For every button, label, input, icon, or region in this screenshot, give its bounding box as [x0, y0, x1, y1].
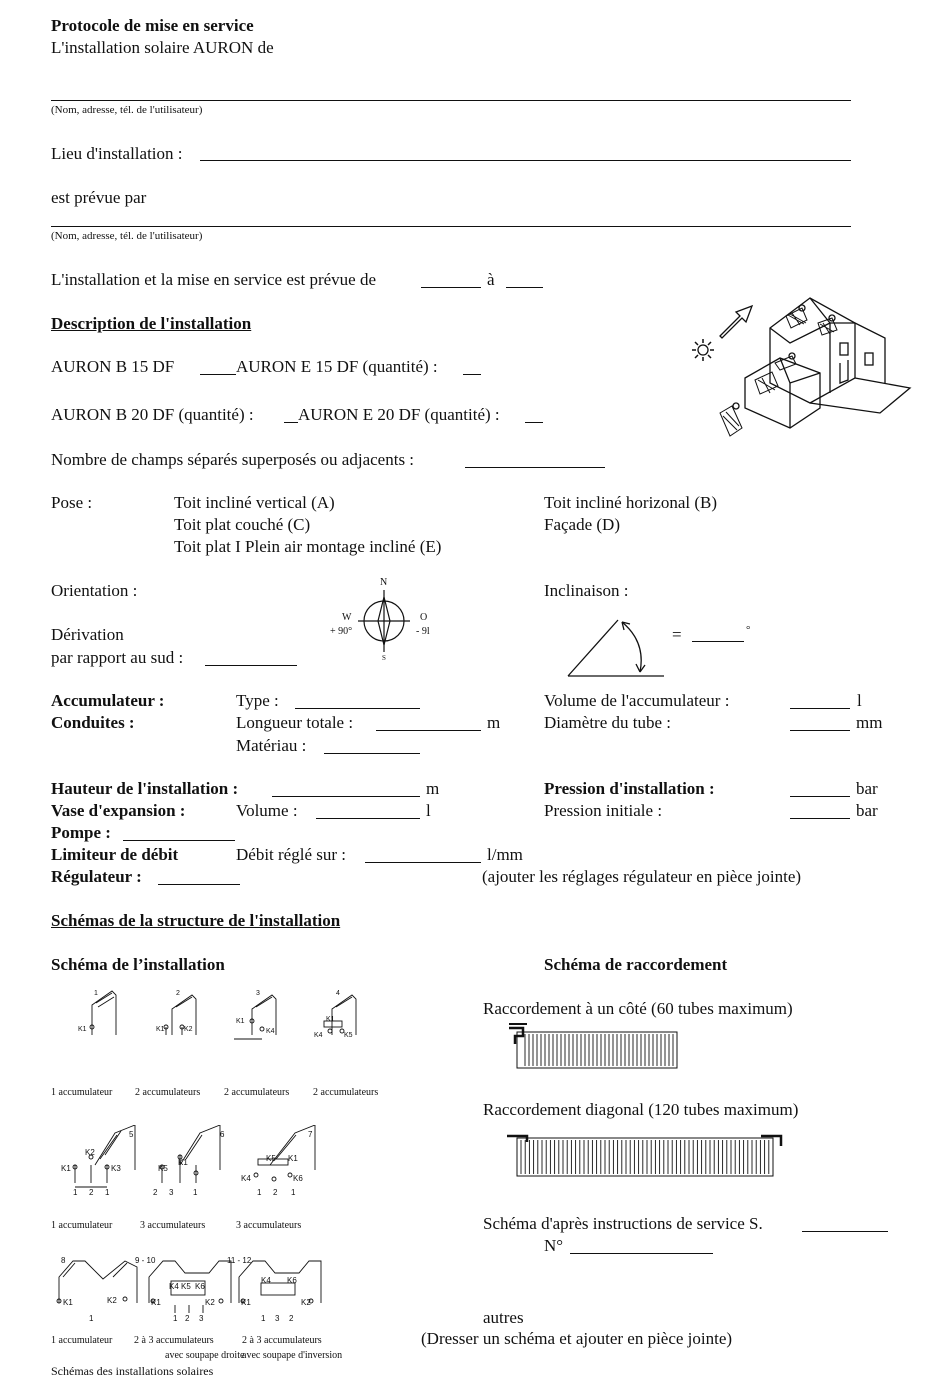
svg-text:2: 2	[273, 1188, 278, 1197]
installation-schemas-row-1	[72, 985, 402, 1045]
pression-inst-field[interactable]	[790, 796, 850, 797]
svg-text:2: 2	[185, 1314, 190, 1323]
unit-lmm: l/mm	[487, 845, 523, 864]
raccord-cote-label: Raccordement à un côté (60 tubes maximum)	[483, 999, 793, 1018]
row2-caption-2: 3 accumulateurs	[140, 1220, 206, 1231]
row1-caption-3: 2 accumulateurs	[224, 1087, 290, 1098]
debit-field[interactable]	[365, 862, 481, 863]
lieu-label: Lieu d'installation :	[51, 144, 183, 163]
date-from-field[interactable]	[421, 287, 481, 288]
svg-text:1: 1	[193, 1188, 198, 1197]
degree-sign: °	[746, 624, 751, 636]
schema-service-label: Schéma d'après instructions de service S.	[483, 1214, 763, 1233]
inclinaison-diagram	[560, 606, 670, 680]
row1-caption-4: 2 accumulateurs	[313, 1087, 379, 1098]
derivation-label: Dérivation	[51, 625, 124, 644]
svg-text:K6: K6	[287, 1276, 297, 1285]
svg-text:3: 3	[275, 1314, 280, 1323]
user-name-field[interactable]	[51, 100, 851, 101]
svg-text:K2: K2	[301, 1298, 311, 1307]
hauteur-label: Hauteur de l'installation :	[51, 779, 239, 798]
svg-text:3: 3	[199, 1314, 204, 1323]
row3-sub-2: avec soupape d'inversion	[242, 1350, 343, 1361]
row3-caption-2: 2 à 3 accumulateurs	[134, 1335, 214, 1346]
regulateur-label: Régulateur :	[51, 867, 142, 886]
svg-text:K1: K1	[241, 1298, 251, 1307]
svg-text:2: 2	[153, 1188, 158, 1197]
svg-text:1: 1	[73, 1188, 78, 1197]
svg-text:K2: K2	[107, 1296, 117, 1305]
svg-text:5: 5	[129, 1130, 134, 1139]
schema-installation-title: Schéma de l’installation	[51, 955, 225, 974]
svg-text:K1: K1	[63, 1298, 73, 1307]
raccord-cote-diagram	[507, 1022, 682, 1072]
user-caption: (Nom, adresse, tél. de l'utilisateur)	[51, 104, 203, 116]
schemas-footer: Schémas des installations solaires	[51, 1364, 214, 1378]
prevue-par-label: est prévue par	[51, 188, 147, 207]
svg-text:3: 3	[256, 990, 260, 997]
svg-text:K4: K4	[314, 1032, 323, 1039]
unit-m: m	[487, 713, 501, 732]
auron-b15-label: AURON B 15 DF	[51, 357, 175, 376]
auron-e15-label: AURON E 15 DF (quantité) :	[236, 357, 438, 376]
schema-service-field[interactable]	[802, 1231, 888, 1232]
pression-inst-label: Pression d'installation :	[544, 779, 715, 798]
pose-option-a[interactable]: Toit incliné vertical (A)	[174, 493, 335, 512]
debit-label: Débit réglé sur :	[236, 845, 346, 864]
unit-l-2: l	[426, 801, 431, 820]
accumulateur-label: Accumulateur :	[51, 691, 165, 710]
svg-text:6: 6	[220, 1130, 225, 1139]
unit-bar-2: bar	[856, 801, 878, 820]
unit-m-2: m	[426, 779, 440, 798]
schema-raccordement-title: Schéma de raccordement	[544, 955, 728, 974]
raccord-diag-label: Raccordement diagonal (120 tubes maximum)	[483, 1100, 799, 1119]
svg-text:K6: K6	[195, 1282, 205, 1291]
compass-w: W	[342, 612, 352, 623]
svg-text:K2: K2	[184, 1026, 193, 1033]
volume-label: Volume :	[236, 801, 298, 820]
svg-text:K1: K1	[78, 1026, 87, 1033]
limiteur-label: Limiteur de débit	[51, 845, 179, 864]
compass-s: S	[382, 654, 386, 662]
svg-text:1: 1	[173, 1314, 178, 1323]
inclinaison-label: Inclinaison :	[544, 581, 629, 600]
pose-option-b[interactable]: Toit incliné horizonal (B)	[544, 493, 718, 512]
unit-bar: bar	[856, 779, 878, 798]
derivation-field[interactable]	[205, 665, 297, 666]
svg-text:K4: K4	[169, 1282, 179, 1291]
svg-text:1: 1	[261, 1314, 266, 1323]
volume-acc-field[interactable]	[790, 708, 850, 709]
svg-text:K2: K2	[85, 1148, 95, 1157]
conduites-label: Conduites :	[51, 713, 135, 732]
diametre-field[interactable]	[790, 730, 850, 731]
svg-text:11 - 12: 11 - 12	[227, 1256, 252, 1265]
svg-text:K5: K5	[266, 1154, 276, 1163]
row1-caption-2: 2 accumulateurs	[135, 1087, 201, 1098]
vase-volume-field[interactable]	[316, 818, 420, 819]
pompe-label: Pompe :	[51, 823, 111, 842]
page-subtitle: L'installation solaire AURON de	[51, 38, 274, 57]
svg-text:K2: K2	[205, 1298, 215, 1307]
description-heading: Description de l'installation	[51, 314, 252, 333]
champs-field[interactable]	[465, 467, 605, 468]
auron-b20-field[interactable]	[284, 422, 298, 423]
svg-text:8: 8	[61, 1256, 66, 1265]
installer-field[interactable]	[51, 226, 851, 227]
volume-acc-label: Volume de l'accumulateur :	[544, 691, 730, 710]
longueur-field[interactable]	[376, 730, 481, 731]
diametre-label: Diamètre du tube :	[544, 713, 671, 732]
svg-text:K1: K1	[326, 1016, 335, 1023]
compass-w-deg: + 90°	[330, 626, 353, 637]
date-to-field[interactable]	[506, 287, 543, 288]
materiau-label: Matériau :	[236, 736, 307, 755]
no-field[interactable]	[570, 1253, 713, 1254]
unit-mm: mm	[856, 713, 883, 732]
raccord-diag-diagram	[505, 1128, 785, 1180]
pose-option-c[interactable]: Toit plat couché (C)	[174, 515, 311, 534]
svg-text:K1: K1	[288, 1154, 298, 1163]
svg-text:1: 1	[94, 990, 98, 997]
pression-init-field[interactable]	[790, 818, 850, 819]
inclinaison-field[interactable]	[692, 641, 744, 642]
svg-text:K5: K5	[181, 1282, 191, 1291]
row2-caption-3: 3 accumulateurs	[236, 1220, 302, 1231]
mise-service-label: L'installation et la mise en service est prévue de	[51, 270, 377, 289]
svg-text:2: 2	[289, 1314, 294, 1323]
lieu-field[interactable]	[200, 160, 851, 161]
inclinaison-eq: =	[672, 625, 682, 644]
row3-caption-1: 1 accumulateur	[51, 1335, 113, 1346]
user-caption: (Nom, adresse, tél. de l'utilisateur)	[51, 230, 203, 242]
svg-text:K4: K4	[261, 1276, 271, 1285]
schemas-heading: Schémas de la structure de l'installation	[51, 911, 341, 930]
a-label: à	[487, 270, 495, 289]
svg-text:1: 1	[105, 1188, 110, 1197]
installation-schemas-row-3	[55, 1253, 335, 1333]
svg-text:K1: K1	[151, 1298, 161, 1307]
vase-label: Vase d'expansion :	[51, 801, 186, 820]
row3-caption-3: 2 à 3 accumulateurs	[242, 1335, 322, 1346]
svg-text:K5: K5	[344, 1032, 353, 1039]
compass-o-deg: - 9l	[416, 626, 430, 637]
svg-text:K1: K1	[236, 1018, 245, 1025]
svg-text:K1: K1	[61, 1164, 71, 1173]
pose-label: Pose :	[51, 493, 93, 512]
svg-text:1: 1	[291, 1188, 296, 1197]
dresser-note: (Dresser un schéma et ajouter en pièce jointe)	[421, 1329, 733, 1348]
row1-caption-1: 1 accumulateur	[51, 1087, 113, 1098]
regulateur-field[interactable]	[158, 884, 240, 885]
orientation-label: Orientation :	[51, 581, 138, 600]
installation-schemas-row-2	[55, 1125, 335, 1200]
no-label: N°	[544, 1236, 564, 1255]
svg-text:2: 2	[176, 990, 180, 997]
pose-option-e[interactable]: Toit plat I Plein air montage incliné (E)	[174, 537, 442, 556]
svg-text:K5: K5	[158, 1164, 168, 1173]
svg-text:K1: K1	[178, 1158, 188, 1167]
compass-n: N	[380, 577, 388, 588]
champs-label: Nombre de champs séparés superposés ou adjacents :	[51, 450, 415, 469]
row2-caption-1: 1 accumulateur	[51, 1220, 113, 1231]
svg-text:9 - 10: 9 - 10	[135, 1256, 156, 1265]
auron-e15-field[interactable]	[463, 374, 481, 375]
svg-text:K4: K4	[266, 1028, 275, 1035]
svg-text:K6: K6	[293, 1174, 303, 1183]
hauteur-field[interactable]	[272, 796, 420, 797]
svg-text:2: 2	[89, 1188, 94, 1197]
ajouter-note: (ajouter les réglages régulateur en pièce jointe)	[482, 867, 802, 886]
svg-text:7: 7	[308, 1130, 313, 1139]
materiau-field[interactable]	[324, 753, 420, 754]
auron-b15-field[interactable]	[200, 374, 236, 375]
unit-l: l	[857, 691, 862, 710]
svg-text:1: 1	[257, 1188, 262, 1197]
longueur-label: Longueur totale :	[236, 713, 354, 732]
type-label: Type :	[236, 691, 279, 710]
pose-option-d[interactable]: Façade (D)	[544, 515, 620, 534]
svg-text:K3: K3	[111, 1164, 121, 1173]
type-field[interactable]	[295, 708, 420, 709]
svg-text:4: 4	[336, 990, 340, 997]
svg-text:3: 3	[169, 1188, 174, 1197]
par-rapport-label: par rapport au sud :	[51, 648, 184, 667]
autres-label: autres	[483, 1308, 524, 1327]
auron-e20-field[interactable]	[525, 422, 543, 423]
compass-diagram	[328, 576, 432, 666]
pompe-field[interactable]	[123, 840, 235, 841]
compass-o: O	[420, 612, 428, 623]
auron-e20-label: AURON E 20 DF (quantité) :	[298, 405, 500, 424]
svg-text:1: 1	[89, 1314, 94, 1323]
auron-b20-label: AURON B 20 DF (quantité) :	[51, 405, 254, 424]
svg-text:K4: K4	[241, 1174, 251, 1183]
pression-init-label: Pression initiale :	[544, 801, 663, 820]
page-title: Protocole de mise en service	[51, 16, 254, 35]
row3-sub-1: avec soupape droite	[165, 1350, 245, 1361]
svg-text:K1: K1	[156, 1026, 165, 1033]
house-illustration	[680, 268, 920, 458]
